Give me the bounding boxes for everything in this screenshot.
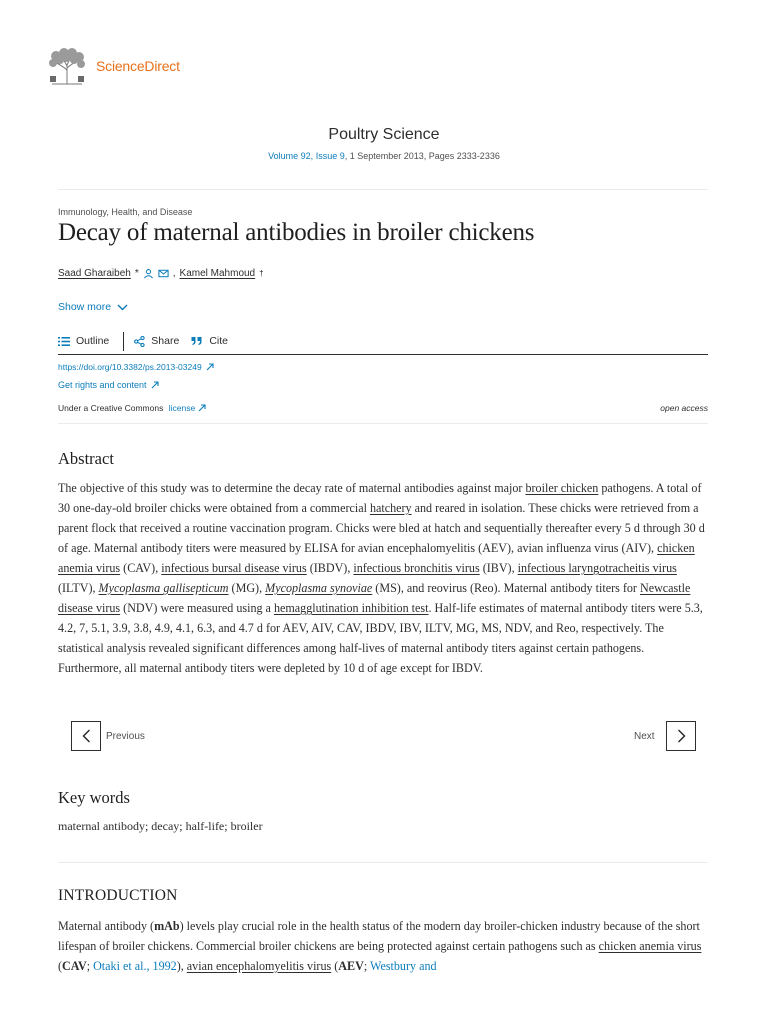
article-category: Immunology, Health, and Disease xyxy=(58,207,193,217)
sciencedirect-logo[interactable] xyxy=(46,46,180,86)
term-link[interactable]: hemagglutination inhibition test xyxy=(273,601,429,615)
share-button[interactable]: Share xyxy=(134,335,191,347)
brand-name: ScienceDirect xyxy=(96,58,180,74)
term-link[interactable]: chicken anemia virus xyxy=(598,939,702,953)
open-access-badge: open access xyxy=(660,403,708,413)
introduction-heading: INTRODUCTION xyxy=(58,887,178,904)
author-list: Saad Gharaibeh * , Kamel Mahmoud † xyxy=(58,268,264,279)
chevron-right-icon xyxy=(677,729,686,743)
term-link[interactable]: Mycoplasma synoviae xyxy=(265,581,373,595)
chevron-down-icon xyxy=(117,304,128,311)
article-title: Decay of maternal antibodies in broiler chickens xyxy=(58,219,535,246)
chevron-left-icon xyxy=(82,729,91,743)
introduction-text: Maternal antibody (mAb) levels play crucial role in the health status of the modern day broiler-chicken industry because of the short lifespan of broiler chickens. Commercial broiler chickens are being protected against certain pathogens such as chicken anemia virus (CAV; Otaki et al., 1992), avian encephalomyelitis virus (AEV; Westbury and xyxy=(58,919,702,973)
previous-label[interactable]: Previous xyxy=(106,731,145,742)
journal-title[interactable]: Poultry Science xyxy=(328,126,440,143)
keywords-list: maternal antibody; decay; half-life; broiler xyxy=(58,819,263,833)
term-link[interactable]: hatchery xyxy=(369,501,412,515)
rights-link[interactable]: Get rights and content xyxy=(58,380,159,390)
term-link[interactable]: avian encephalomyelitis virus xyxy=(186,959,332,973)
citation-link[interactable]: Otaki et al., 1992 xyxy=(93,959,177,973)
keywords-divider xyxy=(58,862,708,863)
term-link[interactable]: infectious laryngotracheitis virus xyxy=(517,561,677,575)
next-button[interactable] xyxy=(666,721,696,751)
outline-button[interactable]: Outline xyxy=(58,335,121,347)
author-link-gharaibeh[interactable]: Saad Gharaibeh xyxy=(58,268,131,279)
external-link-icon xyxy=(151,381,159,389)
license-link[interactable]: license xyxy=(168,403,196,413)
toolbar-separator xyxy=(123,332,124,351)
elsevier-tree-icon xyxy=(46,46,88,86)
article-toolbar xyxy=(58,328,708,355)
keywords-heading: Key words xyxy=(58,788,130,807)
citation-link[interactable]: Westbury and xyxy=(370,959,437,973)
list-icon xyxy=(58,336,70,347)
journal-meta: Volume 92, Issue 9, 1 September 2013, Pages 2333-2336 xyxy=(268,151,500,161)
meta-divider xyxy=(58,423,708,424)
term-link[interactable]: infectious bronchitis virus xyxy=(353,561,480,575)
abstract-text: The objective of this study was to determine the decay rate of maternal antibodies against major broiler chicken pathogens. A total of 30 one-day-old broiler chicks were obtained from a commercial hatchery and reared in isolation. These chicks were retrieved from a parent flock that received a routine vaccination program. Chicks were bled at hatch and sequentially thereafter every 5 d through 30 d of age. Maternal antibody titers were measured by ELISA for avian encephalomyelitis (AEV), avian influenza virus (AIV), chicken anemia virus (CAV), infectious bursal disease virus (IBDV), infectious bronchitis virus (IBV), infectious laryngotracheitis virus (ILTV), Mycoplasma gallisepticum (MG), Mycoplasma synoviae (MS), and reovirus (Reo). Maternal antibody titers for Newcastle disease virus (NDV) were measured using a hemagglutination inhibition test. Half-life estimates of maternal antibody titers were 5.3, 4.2, 7, 5.1, 3.9, 3.8, 4.9, 4.1, 6.3, and 4.7 d for AEV, AIV, CAV, IBDV, IBV, ILTV, MG, MS, NDV, and Reo, respectively. The statistical analysis revealed significant differences among half-lives of maternal antibody titers against certain pathogens. Furthermore, all maternal antibody titers were depleted by 10 d of age except for IBDV. xyxy=(58,481,705,675)
show-more-button[interactable]: Show more xyxy=(58,301,128,313)
external-link-icon xyxy=(198,404,206,412)
volume-issue-link[interactable]: Volume 92, Issue 9 xyxy=(268,151,345,161)
quote-icon xyxy=(191,336,203,346)
doi-link[interactable]: https://doi.org/10.3382/ps.2013-03249 xyxy=(58,362,214,372)
share-icon xyxy=(134,336,145,347)
person-icon[interactable] xyxy=(143,268,154,279)
header-divider xyxy=(58,189,708,190)
term-link[interactable]: infectious bursal disease virus xyxy=(161,561,307,575)
previous-button[interactable] xyxy=(71,721,101,751)
term-link[interactable]: Newcastle disease virus xyxy=(58,581,691,615)
license-line: Under a Creative Commons license xyxy=(58,403,206,413)
author-link-mahmoud[interactable]: Kamel Mahmoud xyxy=(179,268,256,279)
next-label[interactable]: Next xyxy=(634,731,655,742)
term-link[interactable]: Mycoplasma gallisepticum xyxy=(98,581,229,595)
email-icon[interactable] xyxy=(158,268,169,279)
abstract-heading: Abstract xyxy=(58,449,114,468)
term-link[interactable]: broiler chicken xyxy=(525,481,599,495)
external-link-icon xyxy=(206,363,214,371)
cite-button[interactable]: Cite xyxy=(191,335,240,347)
term-link[interactable]: chicken anemia virus xyxy=(58,541,695,575)
